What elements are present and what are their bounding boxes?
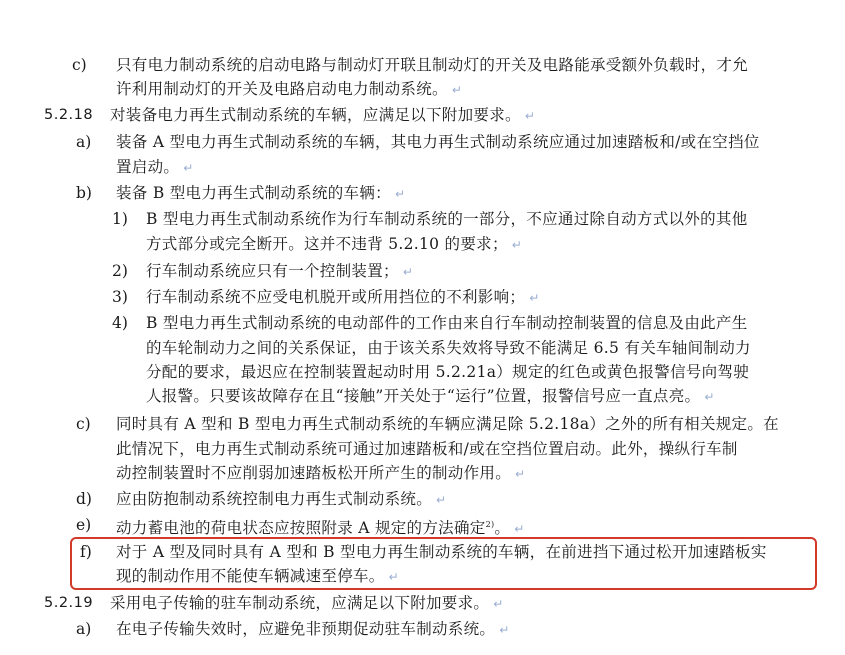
subitem-label-3: 3) xyxy=(112,288,128,306)
subitem-4-line4-text: 人报警。只要该故障存在且“接触”开关处于“运行”位置，报警信号应一直点亮。 xyxy=(146,387,701,405)
subitem-4-line1-text: B 型电力再生式制动系统的电动部件的工作由来自行车制动控制装置的信息及由此产生 xyxy=(146,314,748,332)
item-a-line2 xyxy=(116,156,194,179)
subitem-1-line1 xyxy=(146,208,748,230)
subitem-4-line2-text: 的车轮制动力之间的关系保证，由于该关系失效将导致不能满足 6.5 有关车轴间制动力 xyxy=(146,339,751,357)
item-label-b: b) xyxy=(76,184,92,202)
item-a-line2-text: 置启动。 xyxy=(116,158,180,176)
item-a-5-2-19-line1 xyxy=(116,618,510,641)
paragraph-mark-icon: ↵ xyxy=(529,291,540,305)
item-label-c: c) xyxy=(76,415,91,433)
c-top-line2 xyxy=(116,78,462,101)
clause-title-5-2-18-text: 对装备电力再生式制动系统的车辆，应满足以下附加要求。 xyxy=(110,106,521,124)
paragraph-mark-icon: ↵ xyxy=(183,161,194,175)
subitem-3-line1 xyxy=(146,286,540,309)
c-top-line1-text: 只有电力制动系统的启动电路与制动灯开联且制动灯的开关及电路能承受额外负载时，才允 xyxy=(116,56,749,74)
c-top-line1 xyxy=(116,54,748,76)
clause-title-5-2-19 xyxy=(110,592,504,615)
footnote-ref: 2) xyxy=(485,520,495,529)
subitem-label-4: 4) xyxy=(112,314,128,332)
subitem-2-line1-text: 行车制动系统应只有一个控制装置； xyxy=(146,262,399,280)
item-e-end: 。 xyxy=(494,519,511,538)
paragraph-mark-icon: ↵ xyxy=(402,265,414,279)
item-a-line1 xyxy=(116,131,760,153)
item-c-line2 xyxy=(116,438,738,460)
item-label-d: d) xyxy=(76,490,92,508)
c-top-line2-text: 许利用制动灯的开关及电路启动电力制动系统。 xyxy=(116,80,448,98)
paragraph-mark-icon: ↵ xyxy=(436,493,447,507)
item-e-line1-text: 动力蓄电池的荷电状态应按照附录 A 规定的方法确定 xyxy=(116,519,486,538)
item-d-line1-text: 应由防抱制动系统控制电力再生式制动系统。 xyxy=(116,490,433,508)
clause-number-5-2-18: 5.2.18 xyxy=(44,107,94,123)
clause-title-5-2-19-text: 采用电子传输的驻车制动系统，应满足以下附加要求。 xyxy=(110,594,490,612)
subitem-4-line1 xyxy=(146,312,748,334)
subitem-1-line2 xyxy=(146,233,522,256)
paragraph-mark-icon: ↵ xyxy=(511,238,523,252)
item-c-line3-text: 动控制装置时不应削弱加速踏板松开所产生的制动作用。 xyxy=(116,464,512,482)
item-f-line1-text: 对于 A 型及同时具有 A 型和 B 型电力再生制动系统的车辆，在前进挡下通过松开加速踏板实 xyxy=(116,543,767,561)
paragraph-mark-icon: ↵ xyxy=(394,187,406,201)
item-f-line2 xyxy=(116,565,399,588)
subitem-4-line3-text: 分配的要求，最迟应在控制装置起动时用 5.2.21a）规定的红色或黄色报警信号向驾驶 xyxy=(146,363,750,381)
subitem-label-1: 1) xyxy=(112,210,128,228)
paragraph-mark-icon: ↵ xyxy=(704,390,715,404)
item-b-title-text: 装备 B 型电力再生式制动系统的车辆： xyxy=(116,184,391,202)
paragraph-mark-icon: ↵ xyxy=(493,597,504,611)
item-f-line1 xyxy=(116,541,767,563)
clause-title-5-2-18 xyxy=(110,104,535,127)
subitem-1-line1-text: B 型电力再生式制动系统作为行车制动系统的一部分，不应通过除自动方式以外的其他 xyxy=(146,210,748,228)
item-label-e: e) xyxy=(76,516,92,534)
subitem-1-line2-text: 方式部分或完全断开。这并不违背 5.2.10 的要求； xyxy=(146,235,508,253)
subitem-4-line4 xyxy=(146,385,715,408)
subitem-3-line1-text: 行车制动系统不应受电机脱开或所用挡位的不利影响； xyxy=(146,288,526,306)
item-c-line1 xyxy=(116,413,779,435)
item-d-line1 xyxy=(116,488,446,511)
subitem-label-2: 2) xyxy=(112,262,128,280)
subitem-4-line2 xyxy=(146,337,751,359)
item-c-line1-text: 同时具有 A 型和 B 型电力再生式制动系统的车辆应满足除 5.2.18a）之外的所有相关规定。在 xyxy=(116,415,779,433)
item-c-line3 xyxy=(116,462,525,485)
item-label-c-top: c) xyxy=(72,56,87,74)
paragraph-mark-icon: ↵ xyxy=(514,522,525,537)
item-label-f: f) xyxy=(80,543,92,561)
paragraph-mark-icon: ↵ xyxy=(515,467,526,481)
paragraph-mark-icon: ↵ xyxy=(388,570,399,584)
item-label-a: a) xyxy=(76,133,92,151)
paragraph-mark-icon: ↵ xyxy=(499,623,510,637)
item-label-a-5-2-19: a) xyxy=(76,620,92,638)
paragraph-mark-icon: ↵ xyxy=(451,83,463,97)
item-c-line2-text: 此情况下，电力再生式制动系统可通过加速踏板和/或在空挡位置启动。此外，操纵行车制 xyxy=(116,440,738,458)
clause-number-5-2-19: 5.2.19 xyxy=(44,595,94,611)
subitem-2-line1 xyxy=(146,260,413,283)
item-a-line1-text: 装备 A 型电力再生式制动系统的车辆，其电力再生式制动系统应通过加速踏板和/或在空挡位 xyxy=(116,133,760,151)
item-f-line2-text: 现的制动作用不能使车辆减速至停车。 xyxy=(116,567,385,585)
item-b-title xyxy=(116,182,405,205)
subitem-4-line3 xyxy=(146,361,749,383)
item-a-5-2-19-line1-text: 在电子传输失效时，应避免非预期促动驻车制动系统。 xyxy=(116,620,496,638)
paragraph-mark-icon: ↵ xyxy=(524,109,536,123)
